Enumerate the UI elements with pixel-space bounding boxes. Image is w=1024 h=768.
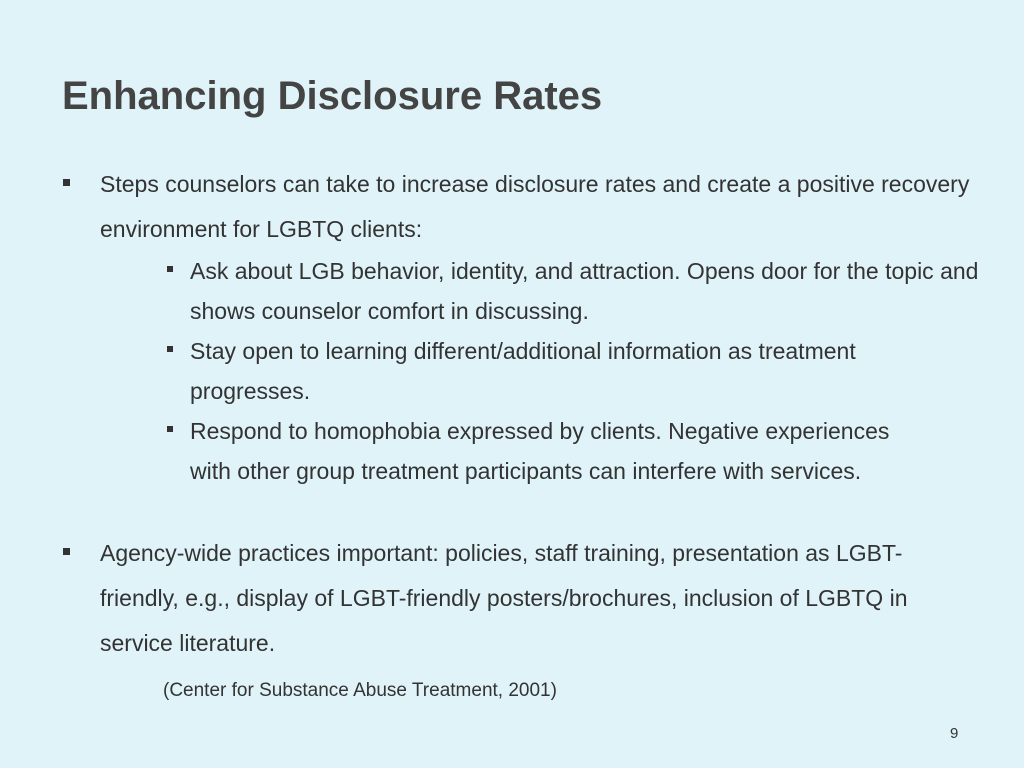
bullet-item-2 <box>100 531 980 666</box>
sub-bullet-list <box>190 251 980 491</box>
slide-title: Enhancing Disclosure Rates <box>62 74 603 118</box>
sub-bullet-text: Stay open to learning different/additional information as treatment progresses. <box>190 338 856 404</box>
sub-bullet-item-3 <box>190 411 930 491</box>
sub-bullet-item-1 <box>190 251 980 331</box>
bullet-text: Agency-wide practices important: policies, staff training, presentation as LGBT-friendly, e.g., display of LGBT-friendly posters/brochures, inclusion of LGBTQ in service literature. <box>100 540 908 656</box>
square-bullet-icon <box>63 179 70 186</box>
square-bullet-icon <box>63 548 70 555</box>
bullet-text: Steps counselors can take to increase disclosure rates and create a positive recovery environment for LGBTQ clients: <box>100 171 970 242</box>
bullet-item-1 <box>100 162 980 252</box>
square-bullet-icon <box>167 266 173 272</box>
square-bullet-icon <box>167 426 173 432</box>
sub-bullet-item-2 <box>190 331 980 411</box>
page-number: 9 <box>950 725 959 742</box>
sub-bullet-text: Ask about LGB behavior, identity, and attraction. Opens door for the topic and shows counselor comfort in discussing. <box>190 258 979 324</box>
sub-bullet-text: Respond to homophobia expressed by clients. Negative experiences with other group treatment participants can interfere with services. <box>190 418 890 484</box>
square-bullet-icon <box>167 346 173 352</box>
citation: (Center for Substance Abuse Treatment, 2001) <box>163 680 557 701</box>
